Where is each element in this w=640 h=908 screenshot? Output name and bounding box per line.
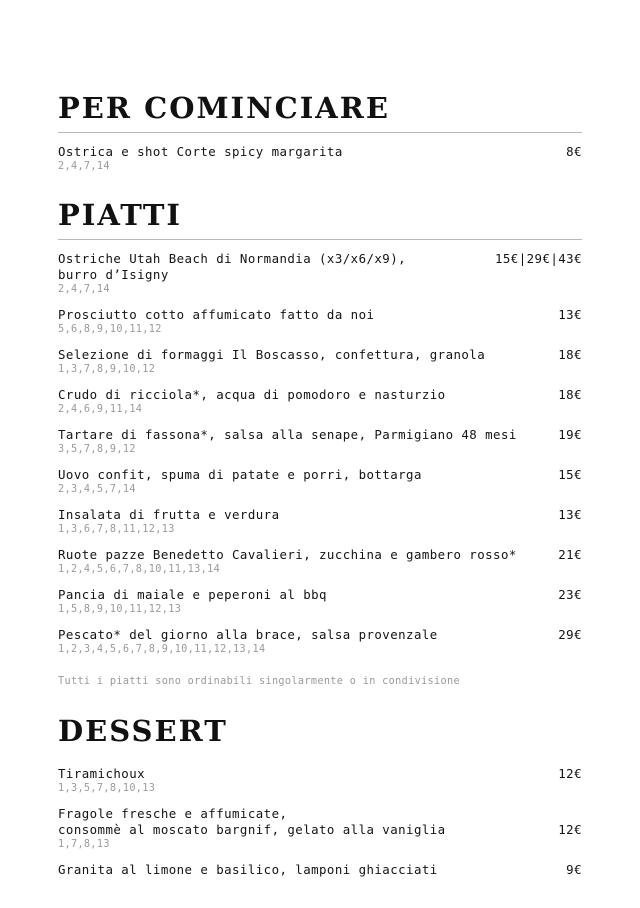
menu-item-price: 19€ [558,427,582,442]
menu-item[interactable] [58,251,582,296]
menu-item-name: Ostriche Utah Beach di Normandia (x3/x6/x9), [58,251,407,266]
menu-item[interactable] [58,806,582,851]
menu-item-allergens: 1,3,5,7,8,10,13 [58,783,156,794]
menu-sections [58,91,582,878]
menu-item-name: Fragole fresche e affumicate, [58,806,288,821]
menu-item[interactable] [58,627,582,656]
menu-item-name: Crudo di ricciola*, acqua di pomodoro e nasturzio [58,387,446,402]
menu-item-line [58,806,582,822]
menu-item-line [58,507,582,523]
menu-item-line [58,144,582,160]
menu-item-price: 12€ [558,766,582,781]
menu-item-line [58,267,582,283]
menu-item-price: 15€ [558,467,582,482]
menu-item-price: 18€ [558,387,582,402]
menu-item[interactable] [58,347,582,376]
menu-item-allergens: 1,7,8,13 [58,839,110,850]
menu-item[interactable] [58,507,582,536]
menu-item-name: Ruote pazze Benedetto Cavalieri, zucchina e gambero rosso* [58,547,517,562]
menu-item-price: 9€ [566,862,582,877]
ordering-note: Tutti i piatti sono ordinabili singolarmente o in condivisione [58,676,460,687]
menu-item-line [58,822,582,838]
menu-item-name: Ostrica e shot Corte spicy margarita [58,144,343,159]
menu-item[interactable] [58,766,582,795]
menu-item-line [58,251,582,267]
menu-item[interactable] [58,144,582,173]
menu-item-name: Granita al limone e basilico, lamponi ghiacciati [58,862,438,877]
section-heading: DESSERT [58,714,228,748]
section-heading: PER COMINCIARE [58,91,390,125]
menu-item-line [58,587,582,603]
menu-item-name: Pescato* del giorno alla brace, salsa provenzale [58,627,438,642]
menu-item-line [58,307,582,323]
menu-item[interactable] [58,467,582,496]
menu-item-allergens: 5,6,8,9,10,11,12 [58,324,162,335]
menu-item-allergens: 1,2,3,4,5,6,7,8,9,10,11,12,13,14 [58,644,266,655]
menu-item-name: Tartare di fassona*, salsa alla senape, Parmigiano 48 mesi [58,427,517,442]
menu-item-price: 8€ [566,144,582,159]
menu-item-line [58,547,582,563]
menu-item-name: Selezione di formaggi Il Boscasso, confettura, granola [58,347,486,362]
menu-item-price: 18€ [558,347,582,362]
menu-item[interactable] [58,587,582,616]
menu-item-price: 12€ [558,822,582,837]
menu-section [58,91,582,173]
menu-item-price: 21€ [558,547,582,562]
section-divider [58,132,582,133]
section-spacer [58,755,582,766]
menu-item[interactable] [58,862,582,878]
menu-item-allergens: 3,5,7,8,9,12 [58,444,136,455]
menu-item-line [58,427,582,443]
menu-section [58,714,582,878]
menu-item-price: 15€|29€|43€ [494,251,582,266]
menu-section [58,198,582,689]
menu-item-allergens: 1,3,6,7,8,11,12,13 [58,524,175,535]
menu-item-list [58,144,582,173]
menu-item[interactable] [58,387,582,416]
menu-item-allergens: 1,2,4,5,6,7,8,10,11,13,14 [58,564,221,575]
menu-item-name: Insalata di frutta e verdura [58,507,280,522]
menu-item-line [58,862,582,878]
menu-item-line [58,347,582,363]
menu-item-allergens: 1,3,7,8,9,10,12 [58,364,156,375]
menu-item-price: 23€ [558,587,582,602]
menu-item-allergens: 2,4,7,14 [58,161,110,172]
menu-item-list [58,251,582,656]
menu-item-line [58,627,582,643]
menu-item-name: consommè al moscato bargnif, gelato alla vaniglia [58,822,446,837]
menu-item-line [58,387,582,403]
menu-item-price: 13€ [558,507,582,522]
menu-item-name: Prosciutto cotto affumicato fatto da noi [58,307,375,322]
menu-item-name: Tiramichoux [58,766,146,781]
menu-item-list [58,766,582,878]
section-divider [58,239,582,240]
menu-item-name: burro d’Isigny [58,267,169,282]
menu-item-allergens: 2,4,6,9,11,14 [58,404,143,415]
menu-item[interactable] [58,547,582,576]
menu-item-allergens: 1,5,8,9,10,11,12,13 [58,604,182,615]
menu-item-name: Uovo confit, spuma di patate e porri, bottarga [58,467,422,482]
menu-item[interactable] [58,307,582,336]
menu-item-line [58,467,582,483]
menu-item-name: Pancia di maiale e peperoni al bbq [58,587,327,602]
menu-item-price: 13€ [558,307,582,322]
section-heading: PIATTI [58,198,182,232]
menu-item-allergens: 2,3,4,5,7,14 [58,484,136,495]
menu-item-price: 29€ [558,627,582,642]
menu-item-line [58,766,582,782]
menu-item[interactable] [58,427,582,456]
menu-item-allergens: 2,4,7,14 [58,284,110,295]
